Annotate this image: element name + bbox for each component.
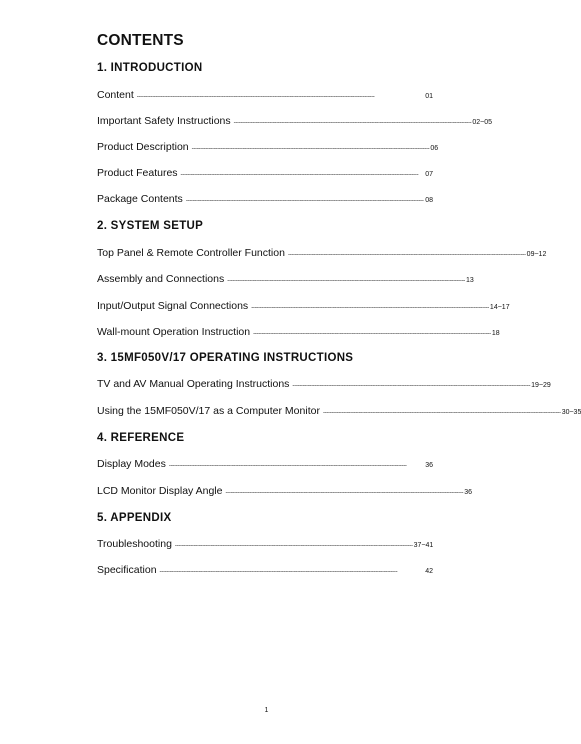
toc-entry-title: Top Panel & Remote Controller Function — [97, 247, 285, 259]
toc-entry-page: 19~29 — [531, 382, 551, 389]
toc-entry-title: Troubleshooting — [97, 538, 172, 550]
toc-entry-page: 06 — [430, 145, 439, 152]
toc-entry[interactable] — [97, 405, 581, 417]
toc-entry-page: 36 — [464, 489, 473, 496]
toc-entry[interactable] — [97, 141, 439, 153]
toc-entry-page: 30~35 — [561, 409, 581, 416]
dot-leader: -------------------------------------------------------------------------------------------------------------------------------------------- — [136, 94, 375, 100]
toc-entry-page: 09~12 — [526, 251, 547, 258]
toc-entry-title: Wall-mount Operation Instruction — [97, 326, 251, 338]
dot-leader: -------------------------------------------------------------------------------------------------------------------------------------------- — [174, 543, 413, 549]
toc-entry-title: Product Description — [97, 141, 189, 153]
toc-entry[interactable] — [97, 458, 433, 470]
dot-leader: -------------------------------------------------------------------------------------------------------------------------------------------- — [168, 463, 407, 469]
toc-entry-title: Product Features — [97, 167, 178, 179]
page-title: CONTENTS — [97, 32, 184, 49]
dot-leader: -------------------------------------------------------------------------------------------------------------------------------------------- — [191, 146, 430, 152]
dot-leader: -------------------------------------------------------------------------------------------------------------------------------------------- — [322, 410, 561, 416]
dot-leader: -------------------------------------------------------------------------------------------------------------------------------------------- — [227, 278, 465, 284]
toc-entry[interactable] — [97, 538, 433, 550]
section-heading-system-setup: 2. SYSTEM SETUP — [97, 220, 204, 232]
toc-entry-title: Display Modes — [97, 458, 166, 470]
toc-entry-title: Important Safety Instructions — [97, 115, 231, 127]
toc-entry-page: 08 — [425, 197, 433, 204]
toc-entry-page: 42 — [425, 568, 433, 575]
toc-entry[interactable] — [97, 115, 493, 127]
toc-entry-title: TV and AV Manual Operating Instructions — [97, 378, 290, 390]
toc-entry-title: Input/Output Signal Connections — [97, 300, 249, 312]
toc-entry-title: Assembly and Connections — [97, 273, 225, 285]
toc-entry[interactable] — [97, 247, 547, 259]
toc-entry[interactable] — [97, 193, 433, 205]
dot-leader: -------------------------------------------------------------------------------------------------------------------------------------------- — [233, 120, 472, 126]
toc-entry-page: 36 — [425, 462, 433, 469]
toc-entry-title: Package Contents — [97, 193, 183, 205]
dot-leader: -------------------------------------------------------------------------------------------------------------------------------------------- — [159, 569, 398, 575]
toc-entry-title: LCD Monitor Display Angle — [97, 485, 223, 497]
toc-entry-page: 14~17 — [489, 304, 510, 311]
section-heading-introduction: 1. INTRODUCTION — [97, 62, 203, 74]
toc-entry-page: 07 — [425, 171, 433, 178]
section-heading-appendix: 5. APPENDIX — [97, 512, 172, 524]
toc-entry-title: Using the 15MF050V/17 as a Computer Monitor — [97, 405, 320, 417]
section-heading-reference: 4. REFERENCE — [97, 432, 185, 444]
toc-entry-page: 02~05 — [472, 119, 493, 126]
toc-entry[interactable] — [97, 485, 473, 497]
dot-leader: -------------------------------------------------------------------------------------------------------------------------------------------- — [251, 305, 489, 311]
dot-leader: -------------------------------------------------------------------------------------------------------------------------------------------- — [180, 172, 419, 178]
page-number: 1 — [264, 707, 269, 714]
dot-leader: -------------------------------------------------------------------------------------------------------------------------------------------- — [225, 490, 464, 496]
dot-leader: -------------------------------------------------------------------------------------------------------------------------------------------- — [292, 383, 531, 389]
toc-entry[interactable] — [97, 564, 433, 576]
toc-entry[interactable] — [97, 167, 433, 179]
toc-entry[interactable] — [97, 300, 510, 312]
toc-entry[interactable] — [97, 89, 433, 101]
toc-entry-title: Specification — [97, 564, 157, 576]
toc-entry-page: 13 — [465, 277, 474, 284]
dot-leader: -------------------------------------------------------------------------------------------------------------------------------------------- — [287, 252, 526, 258]
dot-leader: -------------------------------------------------------------------------------------------------------------------------------------------- — [185, 198, 424, 204]
toc-entry-page: 37~41 — [413, 542, 434, 549]
toc-entry[interactable] — [97, 326, 500, 338]
toc-entry[interactable] — [97, 378, 551, 390]
toc-entry[interactable] — [97, 273, 474, 285]
dot-leader: -------------------------------------------------------------------------------------------------------------------------------------------- — [253, 331, 491, 337]
toc-entry-title: Content — [97, 89, 134, 101]
toc-entry-page: 01 — [425, 93, 433, 100]
section-heading-operating-instructions: 3. 15MF050V/17 OPERATING INSTRUCTIONS — [97, 352, 354, 364]
toc-entry-page: 18 — [491, 330, 500, 337]
